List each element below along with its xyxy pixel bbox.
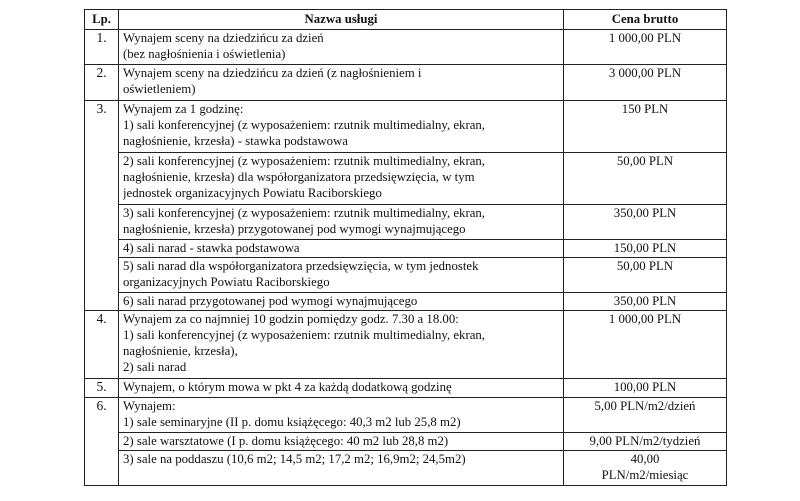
service-name	[119, 240, 564, 258]
service-name-line: Wynajem za 1 godzinę:	[123, 102, 244, 116]
gross-price: 350,00 PLN	[564, 293, 727, 311]
table-subrow	[85, 153, 727, 205]
table-row	[85, 30, 727, 65]
service-name	[119, 258, 564, 293]
price-list-table	[84, 9, 727, 486]
row-number: 2.	[85, 65, 119, 101]
service-name-line: Wynajem:	[123, 399, 176, 413]
header-gross-price: Cena brutto	[564, 10, 727, 30]
table-subrow	[85, 451, 727, 486]
table-subrow	[85, 240, 727, 258]
gross-price: 50,00 PLN	[564, 153, 727, 205]
service-name-line: 2) sali narad	[123, 360, 187, 374]
service-name	[119, 205, 564, 240]
service-name-line: 1) sale seminaryjne (II p. domu książęcego: 40,3 m2 lub 25,8 m2)	[123, 415, 461, 429]
service-name-line: 4) sali narad - stawka podstawowa	[123, 241, 300, 255]
service-name-line: Wynajem za co najmniej 10 godzin pomiędzy godz. 7.30 a 18.00:	[123, 312, 459, 326]
service-name	[119, 30, 564, 65]
gross-price: 150 PLN	[564, 101, 727, 153]
service-name	[119, 153, 564, 205]
service-name-line: 3) sali konferencyjnej (z wyposażeniem: rzutnik multimedialny, ekran,	[123, 206, 485, 220]
service-name	[119, 311, 564, 379]
row-number: 3.	[85, 101, 119, 311]
service-name-line: organizacyjnych Powiatu Raciborskiego	[123, 275, 330, 289]
table-body	[85, 30, 727, 486]
gross-price: 3 000,00 PLN	[564, 65, 727, 101]
table-row	[85, 379, 727, 398]
gross-price-line: PLN/m2/miesiąc	[601, 468, 689, 482]
service-name-line: Wynajem, o którym mowa w pkt 4 za każdą dodatkową godzinę	[123, 380, 452, 394]
gross-price: 5,00 PLN/m2/dzień	[564, 398, 727, 433]
service-name-line: oświetleniem)	[123, 82, 196, 96]
service-name	[119, 398, 564, 433]
header-service-name: Nazwa usługi	[119, 10, 564, 30]
row-number: 5.	[85, 379, 119, 398]
service-name	[119, 451, 564, 486]
table-header-row	[85, 10, 727, 30]
service-name-line: 2) sali konferencyjnej (z wyposażeniem: rzutnik multimedialny, ekran,	[123, 154, 485, 168]
service-name-line: nagłośnienie, krzesła) przygotowanej pod wymogi wynajmującego	[123, 222, 466, 236]
gross-price: 150,00 PLN	[564, 240, 727, 258]
gross-price: 1 000,00 PLN	[564, 311, 727, 379]
table-row	[85, 65, 727, 101]
table-row	[85, 311, 727, 379]
row-number: 1.	[85, 30, 119, 65]
table-row	[85, 398, 727, 433]
service-name-line: 2) sale warsztatowe (I p. domu książęcego: 40 m2 lub 28,8 m2)	[123, 434, 449, 448]
table-subrow	[85, 205, 727, 240]
service-name-line: 6) sali narad przygotowanej pod wymogi wynajmującego	[123, 294, 418, 308]
table-subrow	[85, 433, 727, 451]
gross-price-line: 40,00	[630, 452, 660, 466]
service-name	[119, 433, 564, 451]
header-lp: Lp.	[85, 10, 119, 30]
service-name-line: 3) sale na poddaszu (10,6 m2; 14,5 m2; 17,2 m2; 16,9m2; 24,5m2)	[123, 452, 466, 466]
service-name-line: Wynajem sceny na dziedzińcu za dzień	[123, 31, 324, 45]
service-name-line: Wynajem sceny na dziedzińcu za dzień (z nagłośnieniem i	[123, 66, 422, 80]
service-name-line: 1) sali konferencyjnej (z wyposażeniem: rzutnik multimedialny, ekran,	[123, 328, 485, 342]
row-number: 6.	[85, 398, 119, 486]
service-name-line: (bez nagłośnienia i oświetlenia)	[123, 47, 286, 61]
service-name	[119, 65, 564, 101]
gross-price: 9,00 PLN/m2/tydzień	[564, 433, 727, 451]
service-name	[119, 293, 564, 311]
row-number: 4.	[85, 311, 119, 379]
gross-price: 100,00 PLN	[564, 379, 727, 398]
gross-price: 50,00 PLN	[564, 258, 727, 293]
table-subrow	[85, 293, 727, 311]
service-name-line: nagłośnienie, krzesła) - stawka podstawowa	[123, 134, 348, 148]
service-name	[119, 101, 564, 153]
service-name-line: 5) sali narad dla współorganizatora przedsięwzięcia, w tym jednostek	[123, 259, 479, 273]
gross-price: 1 000,00 PLN	[564, 30, 727, 65]
table-subrow	[85, 258, 727, 293]
service-name	[119, 379, 564, 398]
gross-price	[564, 451, 727, 486]
service-name-line: nagłośnienie, krzesła),	[123, 344, 238, 358]
service-name-line: nagłośnienie, krzesła) dla współorganizatora przedsięwzięcia, w tym	[123, 170, 475, 184]
gross-price: 350,00 PLN	[564, 205, 727, 240]
table-row	[85, 101, 727, 153]
service-name-line: jednostek organizacyjnych Powiatu Raciborskiego	[123, 186, 382, 200]
service-name-line: 1) sali konferencyjnej (z wyposażeniem: rzutnik multimedialny, ekran,	[123, 118, 485, 132]
